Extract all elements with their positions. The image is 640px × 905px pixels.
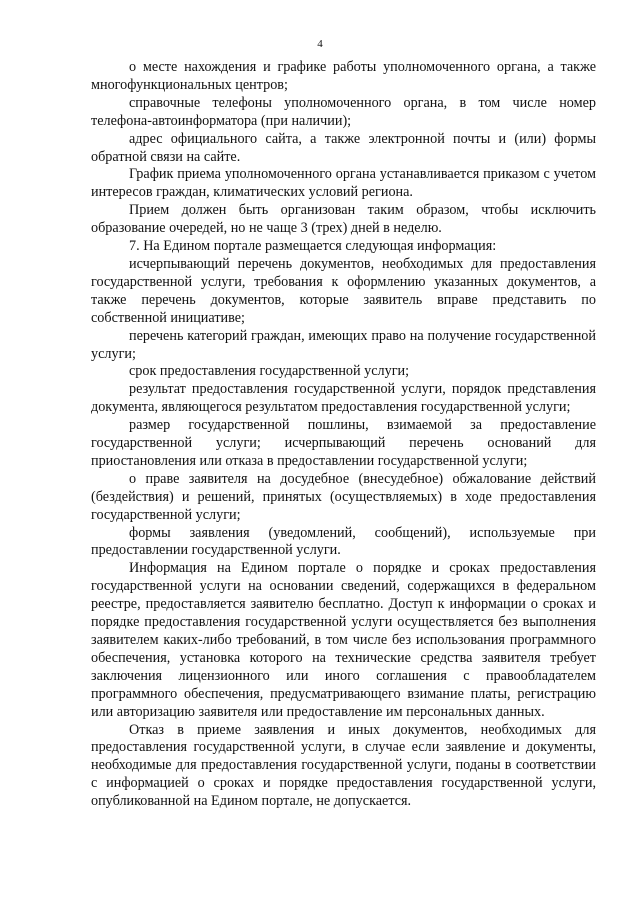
paragraph: График приема уполномоченного органа устанавливается приказом с учетом интересов граждан, климатических условий региона. bbox=[91, 166, 596, 201]
paragraph: исчерпывающий перечень документов, необходимых для предоставления государственной услуги, требования к оформлению указанных документов, а также перечень документов, которые заявитель вправе представить по собственной инициативе; bbox=[91, 255, 596, 326]
paragraph: 7. На Едином портале размещается следующая информация: bbox=[129, 238, 497, 255]
paragraph: Прием должен быть организован таким образом, чтобы исключить образование очередей, но не чаще 3 (трех) дней в неделю. bbox=[91, 202, 596, 237]
page-number: 4 bbox=[317, 38, 323, 50]
paragraph: справочные телефоны уполномоченного органа, в том числе номер телефона-автоинформатора (при наличии); bbox=[91, 94, 596, 129]
paragraph: результат предоставления государственной услуги, порядок представления документа, являющегося результатом предоставления государственной услуги; bbox=[91, 381, 596, 416]
paragraph: Информация на Едином портале о порядке и сроках предоставления государственной услуги на основании сведений, содержащихся в федеральном реестре, предоставляется заявителю бесплатно. Доступ к информации о сроках и порядке предоставления государственной услуги осуществляется без выполнения заявителем каких-либо требований, в том числе без использования программного обеспечения, установка которого на технические средства заявителя требует заключения лицензионного или иного соглашения с правообладателем программного обеспечения, предусматривающего взимание платы, регистрацию или авторизацию заявителя или предоставление им персональных данных. bbox=[91, 560, 596, 720]
paragraph: перечень категорий граждан, имеющих право на получение государственной услуги; bbox=[91, 327, 596, 362]
paragraph: размер государственной пошлины, взимаемой за предоставление государственной услуги; исчерпывающий перечень оснований для приостановления или отказа в предоставлении государственной услуги; bbox=[91, 417, 596, 469]
paragraph: о месте нахождения и графике работы уполномоченного органа, а также многофункциональных центров; bbox=[91, 59, 596, 93]
paragraph: адрес официального сайта, а также электронной почты и (или) формы обратной связи на сайте. bbox=[91, 130, 596, 165]
paragraph: формы заявления (уведомлений, сообщений), используемые при предоставлении государственной услуги. bbox=[91, 524, 596, 559]
paragraph: Отказ в приеме заявления и иных документов, необходимых для предоставления государственной услуги, в случае если заявление и документы, необходимые для предоставления государственной услуги, поданы в соответствии с информацией о сроках и порядке предоставления государственной услуги, опубликованной на Едином портале, не допускается. bbox=[91, 721, 596, 810]
document-body bbox=[91, 59, 596, 811]
paragraph: срок предоставления государственной услуги; bbox=[129, 363, 410, 380]
paragraph: о праве заявителя на досудебное (внесудебное) обжалование действий (бездействия) и решений, принятых (осуществляемых) в ходе предоставления государственной услуги; bbox=[91, 470, 596, 523]
